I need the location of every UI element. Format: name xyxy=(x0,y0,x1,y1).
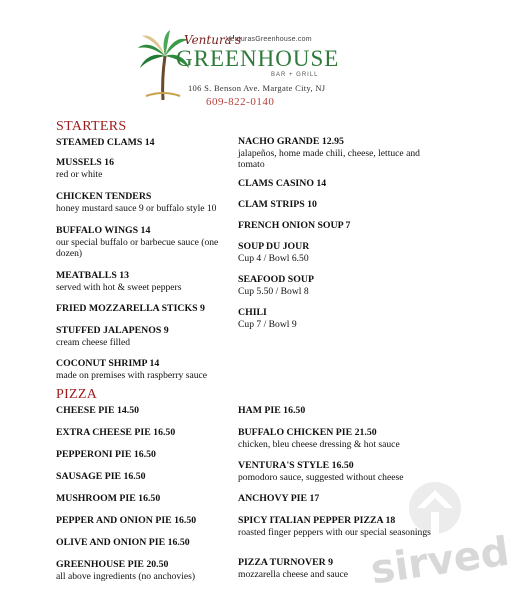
item-name: BUFFALO CHICKEN PIE 21.50 xyxy=(238,427,377,438)
item-name: SAUSAGE PIE 16.50 xyxy=(56,471,146,482)
logo-script-name: Ventura's xyxy=(184,33,242,47)
menu-item xyxy=(56,137,246,157)
menu-item xyxy=(238,307,438,330)
menu-item xyxy=(56,493,246,515)
menu-item xyxy=(238,274,438,307)
menu-item xyxy=(56,449,246,471)
item-name: COCONUT SHRIMP 14 xyxy=(56,358,160,369)
menu-item xyxy=(56,559,246,582)
item-description: served with hot & sweet peppers xyxy=(56,282,182,293)
item-name: STUFFED JALAPENOS 9 xyxy=(56,325,169,336)
menu-item xyxy=(56,270,246,303)
starters-left-column xyxy=(56,137,246,381)
item-name: VENTURA'S STYLE 16.50 xyxy=(238,460,354,471)
item-name: PEPPER AND ONION PIE 16.50 xyxy=(56,515,197,526)
menu-item xyxy=(56,225,246,270)
menu-item xyxy=(238,136,438,178)
item-name: CHEESE PIE 14.50 xyxy=(56,405,140,416)
item-description: red or white xyxy=(56,169,103,180)
menu-item xyxy=(56,191,246,225)
menu-item xyxy=(238,178,438,199)
item-name: PIZZA TURNOVER 9 xyxy=(238,557,334,568)
menu-item xyxy=(56,358,246,381)
item-name: ANCHOVY PIE 17 xyxy=(238,493,320,504)
item-name: PEPPERONI PIE 16.50 xyxy=(56,449,156,460)
item-name: OLIVE AND ONION PIE 16.50 xyxy=(56,537,190,548)
item-description: Cup 7 / Bowl 9 xyxy=(238,319,297,330)
starters-heading: STARTERS xyxy=(56,119,127,134)
item-name: MUSSELS 16 xyxy=(56,157,114,168)
item-name: HAM PIE 16.50 xyxy=(238,405,306,416)
menu-item xyxy=(238,220,438,241)
item-name: CLAM STRIPS 10 xyxy=(238,199,317,210)
item-description: cream cheese filled xyxy=(56,337,131,348)
restaurant-name: GREENHOUSE xyxy=(176,46,340,71)
item-name: NACHO GRANDE 12.95 xyxy=(238,136,344,147)
restaurant-tagline: BAR + GRILL xyxy=(271,72,319,78)
menu-item xyxy=(56,471,246,493)
item-name: SEAFOOD SOUP xyxy=(238,274,314,285)
item-description: honey mustard sauce 9 or buffalo style 10 xyxy=(56,203,217,214)
item-description: mozzarella cheese and sauce xyxy=(238,569,348,580)
sirved-watermark: sirved xyxy=(368,528,512,594)
item-name: EXTRA CHEESE PIE 16.50 xyxy=(56,427,176,438)
item-description: chicken, bleu cheese dressing & hot sauce xyxy=(238,439,400,450)
menu-item xyxy=(56,157,246,191)
restaurant-address: 106 S. Benson Ave. Margate City, NJ xyxy=(188,83,326,93)
menu-item xyxy=(238,405,438,427)
menu-item xyxy=(238,427,438,460)
menu-item xyxy=(56,515,246,537)
item-name: FRENCH ONION SOUP 7 xyxy=(238,220,351,231)
menu-item xyxy=(56,405,246,427)
item-description: Cup 4 / Bowl 6.50 xyxy=(238,253,309,264)
starters-right-column xyxy=(238,136,438,330)
website-url: VenturasGreenhouse.com xyxy=(226,36,312,43)
menu-item xyxy=(56,427,246,449)
item-name: CLAMS CASINO 14 xyxy=(238,178,327,189)
menu-item xyxy=(56,325,246,358)
item-description: all above ingredients (no anchovies) xyxy=(56,571,196,582)
item-name: GREENHOUSE PIE 20.50 xyxy=(56,559,169,570)
item-description: Cup 5.50 / Bowl 8 xyxy=(238,286,309,297)
restaurant-phone: 609-822-0140 xyxy=(206,96,275,108)
item-name: SOUP DU JOUR xyxy=(238,241,310,252)
item-description: jalapeños, home made chili, cheese, lettuce and tomato xyxy=(238,148,420,170)
pizza-left-column xyxy=(56,405,246,582)
menu-item xyxy=(238,241,438,274)
item-name: BUFFALO WINGS 14 xyxy=(56,225,151,236)
item-name: CHILI xyxy=(238,307,267,318)
pizza-heading: PIZZA xyxy=(56,387,98,402)
item-name: STEAMED CLAMS 14 xyxy=(56,137,155,148)
item-description: made on premises with raspberry sauce xyxy=(56,370,208,381)
item-name: SPICY ITALIAN PEPPER PIZZA 18 xyxy=(238,515,396,526)
menu-item xyxy=(56,537,246,559)
item-name: MEATBALLS 13 xyxy=(56,270,130,281)
item-name: CHICKEN TENDERS xyxy=(56,191,152,202)
item-name: MUSHROOM PIE 16.50 xyxy=(56,493,161,504)
item-description: roasted finger peppers with our special seasonings xyxy=(238,527,431,538)
menu-item xyxy=(56,303,246,325)
item-description: our special buffalo or barbecue sauce (one dozen) xyxy=(56,237,219,259)
menu-item xyxy=(238,199,438,220)
menu-header xyxy=(0,0,474,110)
item-name: FRIED MOZZARELLA STICKS 9 xyxy=(56,303,205,314)
item-description: pomodoro sauce, suggested without cheese xyxy=(238,472,404,483)
